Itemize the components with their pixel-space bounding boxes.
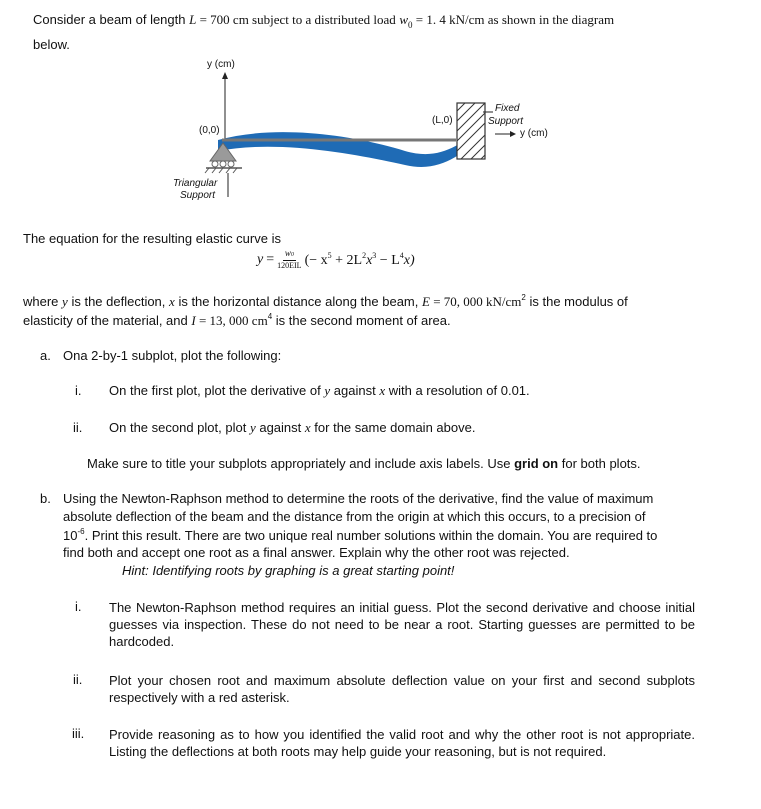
part-a-note: Make sure to title your subplots appropriately and include axis labels. Use grid on for both plots. <box>87 456 641 471</box>
roller-icon <box>228 161 234 167</box>
y-axis-arrow-icon <box>222 72 228 79</box>
fixed-label-1: Fixed <box>495 103 520 114</box>
part-b-ii-text: Plot your chosen root and maximum absolute deflection value on your first and second subplots respectively with a red asterisk. <box>109 673 695 705</box>
part-b-line-3: $10^{-6}$. Print this result. There are two unique real number solutions within the domain. You are required to <box>63 527 658 543</box>
part-b-hint: Hint: Identifying roots by graphing is a great starting point! <box>122 563 455 578</box>
x-axis-label: y (cm) <box>520 128 548 139</box>
part-b-ii-marker: ii. <box>73 672 83 687</box>
part-b-line-2: absolute deflection of the beam and the distance from the origin at which this occurs, to a precision of <box>63 509 646 524</box>
tri-label-1: Triangular <box>173 178 218 189</box>
origin-label: (0,0) <box>199 125 220 136</box>
fixed-support-icon <box>457 103 485 159</box>
part-b-i-marker: i. <box>75 599 82 614</box>
part-b-line-1: Using the Newton-Raphson method to determine the roots of the derivative, find the value of maximum <box>63 491 654 506</box>
fixed-label-2: Support <box>488 116 524 127</box>
intro-line-1: Consider a beam of length L = 700 cm subject to a distributed load $w_0 = 1$. 4 kN/cm as shown in the diagram <box>33 12 615 30</box>
part-a-ii-text: On the second plot, plot y against x for the same domain above. <box>109 420 476 435</box>
part-a-text: Ona 2-by-1 subplot, plot the following: <box>63 348 282 363</box>
beam-diagram <box>160 55 580 205</box>
part-a-ii-marker: ii. <box>73 420 83 435</box>
y-axis-label: y (cm) <box>207 59 235 70</box>
part-b-iii-text: Provide reasoning as to how you identified the valid root and why the other root is not appropriate. Listing the deflections at both roots may help guide your reasoning, but is not required. <box>109 727 695 759</box>
roller-icon <box>212 161 218 167</box>
intro-line-2: below. <box>33 37 70 52</box>
end-label: (L,0) <box>432 115 453 126</box>
part-a-marker: a. <box>40 348 51 363</box>
where-line-2: elasticity of the material, and I = 13, 000 $cm^4$ is the second moment of area. <box>23 312 451 328</box>
part-b-line-4: find both and accept one root as a final answer. Explain why the other root was rejected. <box>63 545 570 560</box>
where-line-1: where y is the deflection, x is the horizontal distance along the beam, E = 70, 000 $kN/cm^2$ is the modulus of <box>23 293 628 309</box>
part-b-i-text: The Newton-Raphson method requires an initial guess. Plot the second derivative and choose initial guesses via inspection. These do not need to be near a root. Starting guesses are permitted to be hardcoded. <box>109 600 695 649</box>
equation-lead: The equation for the resulting elastic curve is <box>23 231 281 246</box>
tri-label-2: Support <box>180 190 216 201</box>
x-axis-arrow-icon <box>510 131 516 137</box>
load-symbol: $w_0$ <box>399 12 413 30</box>
part-b-iii-marker: iii. <box>72 726 85 741</box>
length-symbol: L <box>189 12 197 27</box>
part-b-marker: b. <box>40 491 51 506</box>
beam-shape <box>218 125 485 167</box>
elastic-curve-equation: y = w0 120EIL (− $x^5 + 2L^2x^3 - L^4x$) <box>257 248 415 270</box>
part-a-i-text: On the first plot, plot the derivative of y against x with a resolution of 0.01. <box>109 383 530 398</box>
roller-icon <box>220 161 226 167</box>
equation-fraction: w0 120EIL <box>277 248 302 270</box>
part-a-i-marker: i. <box>75 383 82 398</box>
